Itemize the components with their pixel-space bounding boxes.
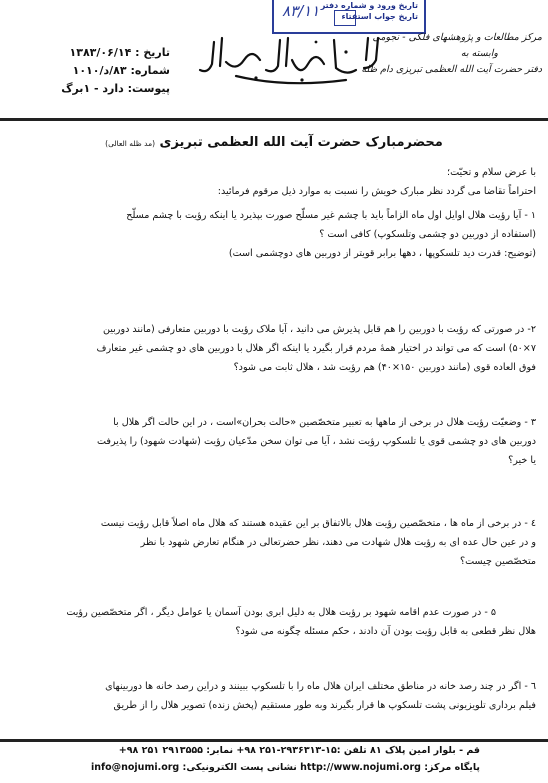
letter-meta — [10, 44, 170, 98]
organization-header — [361, 30, 542, 78]
footer-web-email: پایگاه مرکز: http://www.nojumi.org نشانی پست الکترونیکی: info@nojumi.org — [90, 762, 480, 773]
registration-stamp — [272, 0, 426, 34]
question-5 — [10, 603, 536, 641]
q2-line: ۷×۵۰) است که می تواند در اختیار همهٔ مردم قرار بگیرد یا اینکه اگر هلال با دوربین های دو چشمی غیر متعارف — [96, 343, 536, 354]
stamp-entry-label: تاریخ ورود و شماره دفتر — [320, 1, 418, 10]
question-4 — [10, 514, 536, 571]
title-main: محضرمبارک حضرت آیت الله العظمی تبریزی — [159, 135, 443, 150]
q2-line: فوق العاده قوی (مانند دوربین ۱۵۰×۴۰) هم رؤیت شد ، هلال ثابت می شود؟ — [233, 362, 536, 373]
q6-line: فیلم برداری تلویزیونی پشت تلسکوپ ها قرار بگیرند وبه طور مستقیم (پخش زنده) تصویر هلال را از طریق — [113, 700, 536, 711]
org-affiliation: وابسته به — [460, 48, 498, 59]
letter-title — [0, 135, 548, 150]
q1-line: ۱ - آیا رؤیت هلال اوایل اول ماه الزاماً باید با چشم غیر مسلّح صورت بپذیرد یا اینکه رؤیت با چشم مسلّح — [126, 210, 536, 221]
question-1 — [10, 206, 536, 263]
greeting: با عرض سلام و تحیّت؛ — [447, 167, 536, 178]
q6-line: ٦ - اگر در چند رصد خانه در مناطق مختلف ایران هلال ماه را با تلسکوپ ببینند و دراین رصد خانه ها دوربینهای — [105, 681, 536, 692]
letter-number: شماره: ۸۳/د/۱۰۱۰ — [72, 64, 170, 77]
greeting-block — [10, 163, 536, 201]
q3-line: دوربین های دو چشمی قوی یا تلسکوپ رؤیت نشد ، آیا می توان سخن مدّعیان رؤیت (شهادت شهود) را پذیرفت — [96, 436, 536, 447]
q4-line: ٤ - در برخی از ماه ها ، متخصّصین رؤیت هلال بالاتفاق بر این عقیده هستند که هلال ماه اصلاً قابل رؤیت نیست — [100, 518, 536, 529]
question-6 — [10, 677, 536, 715]
q5-line: هلال نظر قطعی به قابل رؤیت بودن آن دادند ، حکم مسئله چگونه می شود؟ — [235, 626, 536, 637]
intro: احتراماً تقاضا می گردد نظر مبارک خویش را نسبت به موارد ذیل مرقوم فرمائید: — [217, 186, 536, 197]
org-name: مرکز مطالعات و پژوهشهای فلکی - نجومی — [372, 32, 542, 43]
q4-line: متخصّصین چیست؟ — [459, 556, 536, 567]
stamp-box — [334, 10, 356, 26]
header-divider — [0, 118, 548, 121]
q1-line: (استفاده از دوربین دو چشمی وتلسکوپ) کافی است ؟ — [319, 229, 536, 240]
title-suffix: (مد ظله العالی) — [105, 139, 156, 148]
question-3 — [10, 413, 536, 470]
q5-line: ۵ - در صورت عدم اقامه شهود بر رؤیت هلال به دلیل ابری بودن آسمان یا عوامل دیگر ، اگر متخصّصین رؤیت — [66, 607, 496, 618]
letter-footer — [50, 742, 480, 776]
stamp-handwritten-number: ۸۳/۱۱ — [282, 2, 320, 20]
q2-line: ۲- در صورتی که رؤیت با دوربین را هم قابل پذیرش می دانید ، آیا ملاک رؤیت با دوربین متعارفی (مانند دوربین — [102, 324, 536, 335]
q3-line: ۳ - وضعیّت رؤیت هلال در برخی از ماهها به تعبیر متخصّصین «حالت بحران»است ، در این حالت اگر هلال با — [113, 417, 536, 428]
stamp-reply-label: تاریخ جواب استفتاء — [341, 12, 418, 21]
basmala-calligraphy-icon — [196, 30, 386, 90]
q1-line: (توضیح: قدرت دید تلسکوپها ، دهها برابر قویتر از دوربین های دوچشمی است) — [228, 248, 536, 259]
letter-date: تاریخ : ۱۳۸۳/۰۶/۱۴ — [69, 46, 170, 59]
letter-attachment: پیوست: دارد - ۱برگ — [61, 82, 170, 95]
q4-line: و در عین حال عده ای به رؤیت هلال شهادت می دهند، نظر حضرتعالی در هنگام تعارض شهود با نظر — [140, 537, 536, 548]
q3-line: یا خیر؟ — [508, 455, 536, 466]
question-2 — [10, 320, 536, 377]
footer-address: قم - بلوار امین پلاک ۸۱ تلفن :۱۵-۲۹۳۶۳۱۳-۲۵۱ ۹۸+ نمابر: ۲۹۱۳۵۵۵ ۲۵۱ ۹۸+ — [118, 745, 480, 756]
org-office: دفتر حضرت آیت الله العظمی تبریزی دام ظله — [361, 64, 542, 75]
